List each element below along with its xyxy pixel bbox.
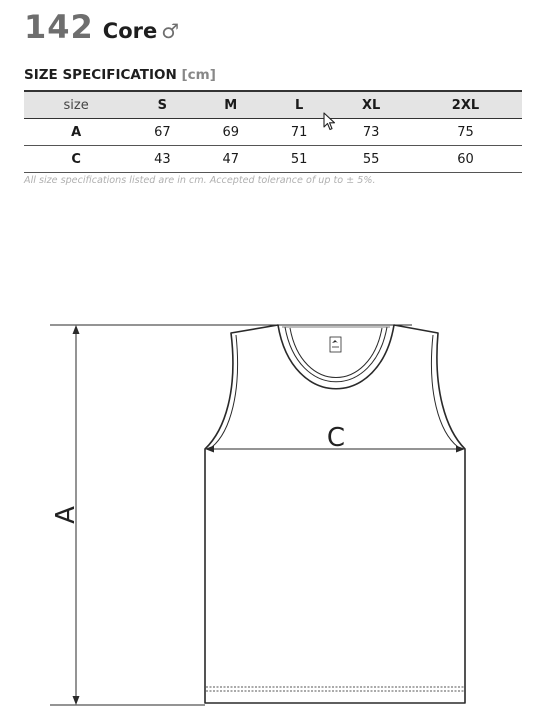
table-cell: 69 <box>197 119 265 146</box>
table-cell: 55 <box>333 146 409 173</box>
table-cell: 47 <box>197 146 265 173</box>
table-cell: 51 <box>265 146 333 173</box>
row-label: A <box>24 119 128 146</box>
male-gender-icon: ♂ <box>161 19 180 43</box>
table-cell: 60 <box>409 146 522 173</box>
table-cell: 43 <box>128 146 196 173</box>
table-cell: 75 <box>409 119 522 146</box>
column-header: L <box>265 91 333 119</box>
brand-label-icon <box>330 337 341 352</box>
row-label: C <box>24 146 128 173</box>
table-cell: 71 <box>265 119 333 146</box>
size-spec-unit: [cm] <box>181 67 216 83</box>
dimension-c-label: C <box>326 423 346 453</box>
size-spec-title: SIZE SPECIFICATION <box>24 67 177 83</box>
column-header: S <box>128 91 196 119</box>
tolerance-note: All size specifications listed are in cm. Accepted tolerance of up to ± 5%. <box>24 175 376 186</box>
column-header: M <box>197 91 265 119</box>
column-header: size <box>24 91 128 119</box>
model-number: 142 <box>24 8 94 46</box>
model-name: Core <box>102 19 158 43</box>
column-header: XL <box>333 91 409 119</box>
column-header: 2XL <box>409 91 522 119</box>
dimension-a-label: A <box>51 506 81 524</box>
table-cell: 73 <box>333 119 409 146</box>
table-cell: 67 <box>128 119 196 146</box>
